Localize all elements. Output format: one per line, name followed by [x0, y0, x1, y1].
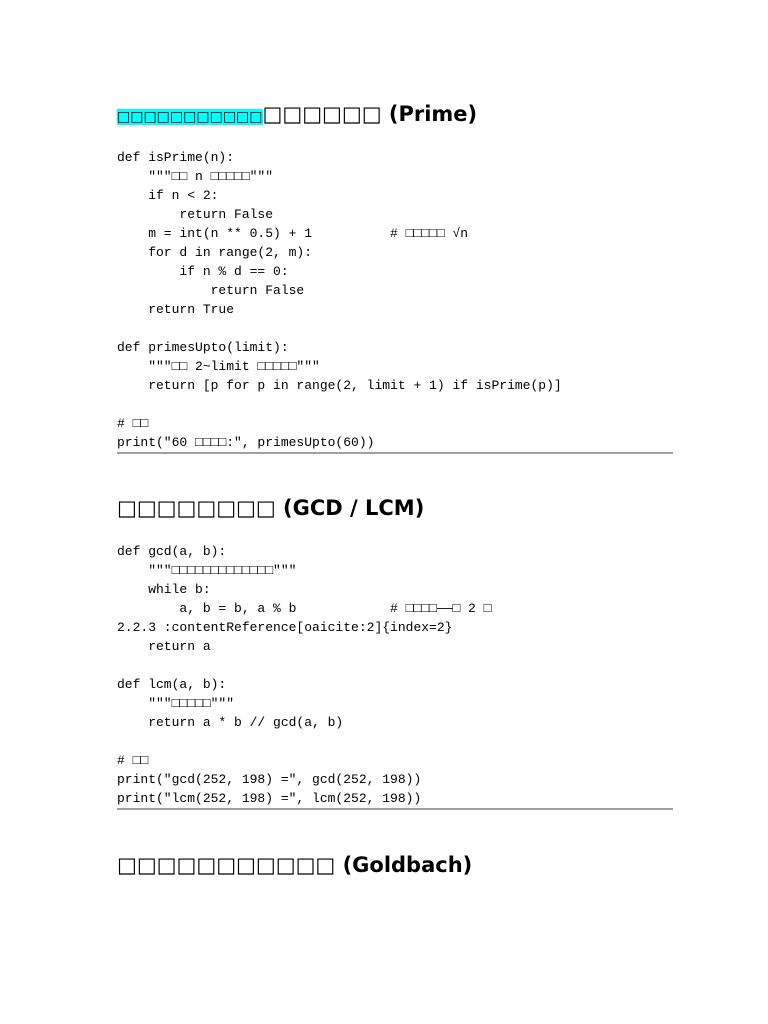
horizontal-rule	[117, 808, 673, 810]
section-heading-goldbach: □□□□□□□□□□□ (Goldbach)	[117, 853, 473, 877]
heading-title: □□□□□□ (Prime)	[262, 102, 478, 126]
highlighted-text: □□□□□□□□□□□	[117, 109, 263, 125]
horizontal-rule	[117, 452, 673, 454]
code-block-gcd-lcm: def gcd(a, b): """□□□□□□□□□□□□□""" while b: a, b = b, a % b # □□□□——□ 2 □ 2.2.3 :contentReference[oaicite:2]{index=2} return a def lcm(a, b): """□□□□□""" return a * b // gcd(a, b) # □□ print("gcd(252, 198) =", gcd(252, 198)) print("lcm(252, 198) =", lcm(252, 198))	[117, 544, 492, 806]
section-heading-prime	[117, 101, 477, 130]
code-block-prime: def isPrime(n): """□□ n □□□□□""" if n < 2: return False m = int(n ** 0.5) + 1 # □□□□□ √n for d in range(2, m): if n % d == 0: return False return True def primesUpto(limit): """□□ 2~limit □□□□□""" return [p for p in range(2, limit + 1) if isPrime(p)] # □□ print("60 □□□□:", primesUpto(60))	[117, 150, 562, 450]
section-heading-gcd-lcm: □□□□□□□□ (GCD / LCM)	[117, 496, 425, 520]
